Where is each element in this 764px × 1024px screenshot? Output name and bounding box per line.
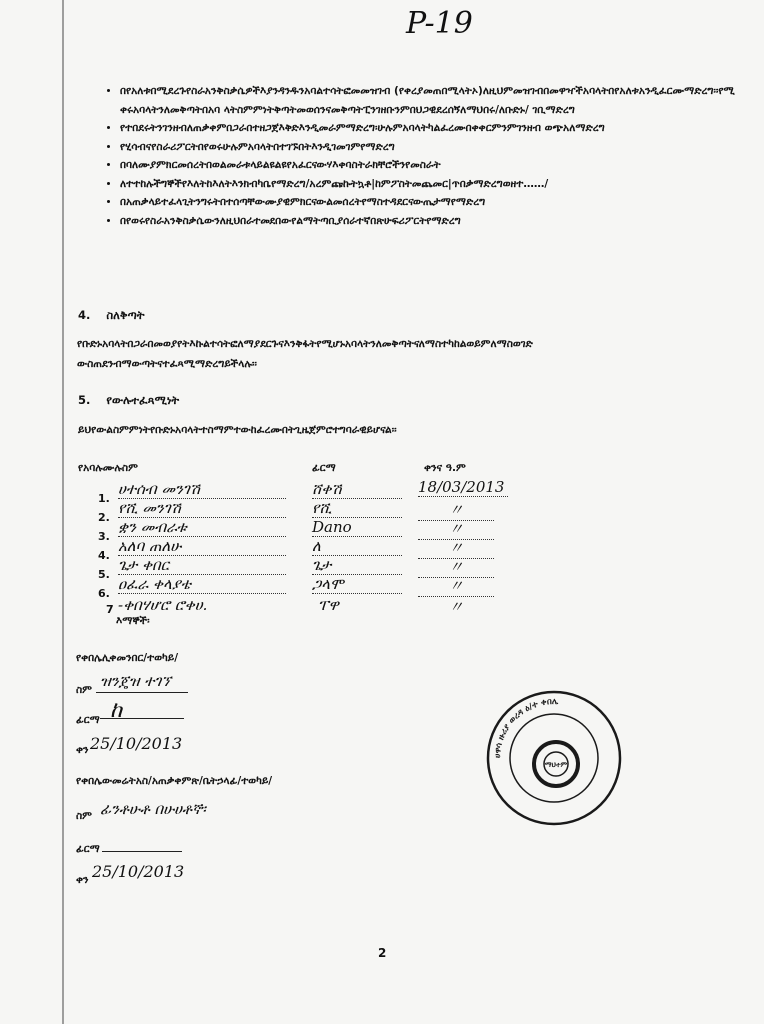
row-number: 2. (98, 511, 110, 524)
member-date: 〃 (418, 556, 494, 578)
section-5-number: 5. (78, 393, 91, 407)
kebele-name-value: ዝንጄዝ ተገኘ (100, 672, 172, 690)
list-item: • በየአለቱበሚደረጉየስራአንቅስቃሴዎችእያንዳንዱንአባልተሳትፎመመዝገብ (የቀረያመጠበሚላትኦ)ለዚህምመዝገብበመዋዣችአባላትበየአለቱአንዲፈርሙማድረግ፡፡የሚቀሩአባላትንለመቅጣትበአባ ላትስምምነትቅጣትመወሰንናመቅጣትፒንገዘቡንምበህጋዊደረሰኝለማህበሩ/ለቡድኑ/ ገቢማድረግ (120, 82, 740, 119)
stamp-outer-text: ሀዋሳ ዙሪያ ወረዳ ዕ/ተ ቀበሌ (492, 696, 559, 759)
handwritten-page-reference: P-19 (406, 6, 473, 41)
section-4-text: የቡድኑአባላትበጋራበመወያየትእኩልተሳትፎለማያደርጉናእንቅፋትየሚሆኑአባላትንለመቅጣትናለማስተካከልወይምለማስወገድ ውስጠደንብማውጣትናተፈጻሚማድረግይችላሉ፡፡ (77, 338, 533, 370)
kebele-sign-label: ፊርማ (76, 714, 100, 726)
kebele-chair-heading: የቀበሌሊቀመንበር/ተወካይ/ (76, 652, 179, 664)
member-signature: ጌታ (312, 556, 402, 575)
column-header-date: ቀንና ዓ.ም (424, 462, 466, 474)
list-item: • ለተተከሉችግኞችየእለትከእለትእንክብካቤየማድረግ/አረምጩኩትኳቶ|ከምፖስትመጨመር|ጥበቃማድረግወዘተ……/ (120, 175, 740, 194)
list-item: • የተበደሩትንገንዘብለጠቃቀምበጋራበተዘጋጀእቅድእንዲመራምማድረግ፡ሁሉምአባላትካልፈረሙበቀቀርምንምገንዘብ ወጭአለማድረግ (120, 119, 740, 138)
section-4-number: 4. (78, 308, 91, 322)
member-signature: Dano (312, 518, 402, 537)
stamp-inner-text: ማህተም (544, 761, 568, 769)
obligations-list (96, 82, 740, 230)
kebele-date-label: ቀን (76, 744, 89, 756)
member-date: 〃 (418, 518, 494, 540)
kebele-name-line (96, 692, 188, 693)
kebele-signature: ከ (110, 698, 123, 723)
member-signature: ፐዋ (318, 596, 339, 614)
member-date: 〃 (418, 537, 494, 559)
member-signature: ጋላሞ (312, 575, 402, 594)
page-edge-shadow (62, 0, 64, 1024)
member-name: የሺ መንገሽ (118, 499, 286, 518)
member-name: ቋን መብራቱ (118, 518, 286, 537)
section-4-heading (78, 308, 144, 323)
row-number: 7 (106, 603, 114, 616)
row-number: 3. (98, 530, 110, 543)
page-number: 2 (378, 946, 387, 960)
office-head-heading: የቀበሌውመሬትአስ/አጠቃቀምጽ/ቤትኃላፊ/ተወካይ/ (76, 775, 273, 787)
member-signature: ለ (312, 537, 402, 556)
member-name: አለባ ጠለሁ (118, 537, 286, 556)
office-date-value: 25/10/2013 (92, 862, 185, 881)
kebele-name-label: ስም (76, 684, 92, 696)
list-item: • በባለሙያምክርመሰረትበወልመራቱላይልዩልዩየአፈርናውሃእቀባስትራክቸሮችንየመስራት (120, 156, 740, 175)
stamp-middle-ring (510, 714, 598, 802)
member-signature: ሸቀሽ (312, 480, 402, 499)
section-5-text: ይህየውልስምምነትየቡድኑአባላትተስማምተውከፈረሙበትጊዜጀምሮተግባራዊይሆናል፡፡ (78, 424, 397, 436)
office-name-label: ስም (76, 810, 92, 822)
list-item: • በአጠቃላይተፈላጊትንግሩትበተሰጣቸውሙያዊምክርናውልመሰረትየማስተዳደርናውጤታማየማድረግ (120, 193, 740, 212)
member-name: ጌታ ቀበር (118, 556, 286, 575)
member-date: 〃 (418, 575, 494, 597)
row-number: 1. (98, 492, 110, 505)
column-header-signature: ፊርማ (312, 462, 336, 474)
member-signature: የሺ (312, 499, 402, 518)
section-4-title: ስለቅጣት (106, 308, 145, 322)
section-5-heading (78, 393, 179, 408)
member-date: 〃 (448, 598, 464, 616)
official-stamp (484, 688, 624, 828)
list-item: • በየወሩየስራአንቅስቃሴውንለዚህበራተመደበውየልማትጣቢያሰራተኛበጽሁፍሪፖርትየማድረግ (120, 212, 740, 231)
witnesses-label: እማኞች፡ (116, 615, 150, 627)
member-date: 〃 (418, 499, 494, 521)
member-date: 18/03/2013 (418, 478, 508, 497)
row-number: 6. (98, 587, 110, 600)
office-date-label: ቀን (76, 874, 89, 886)
section-5-title: የውሉተፈጻሚነት (106, 393, 180, 407)
row-number: 4. (98, 549, 110, 562)
member-name: -ቀበሃሆሮ ሮቀሀ. (118, 596, 208, 614)
office-sign-line (102, 851, 182, 852)
stamp-outer-ring (488, 692, 620, 824)
kebele-sign-line (100, 718, 184, 719)
office-name-value: ፊንቶሁቶ በሁሀቶኞ፡ (100, 800, 206, 818)
row-number: 5. (98, 568, 110, 581)
member-name: ዐፈራ ቀላያቴ (118, 575, 286, 594)
list-item: • የሂሳብናየስራሪፖርትበየወሩሁሉምአባላትበተገኙበትእንዲገመገምየማድረግ (120, 138, 740, 157)
member-name: ሀተሰብ መንገሽ (118, 480, 286, 499)
office-sign-label: ፊርማ (76, 843, 100, 855)
kebele-date-value: 25/10/2013 (90, 734, 183, 753)
column-header-name: የአባሉሙሉስም (78, 462, 138, 474)
